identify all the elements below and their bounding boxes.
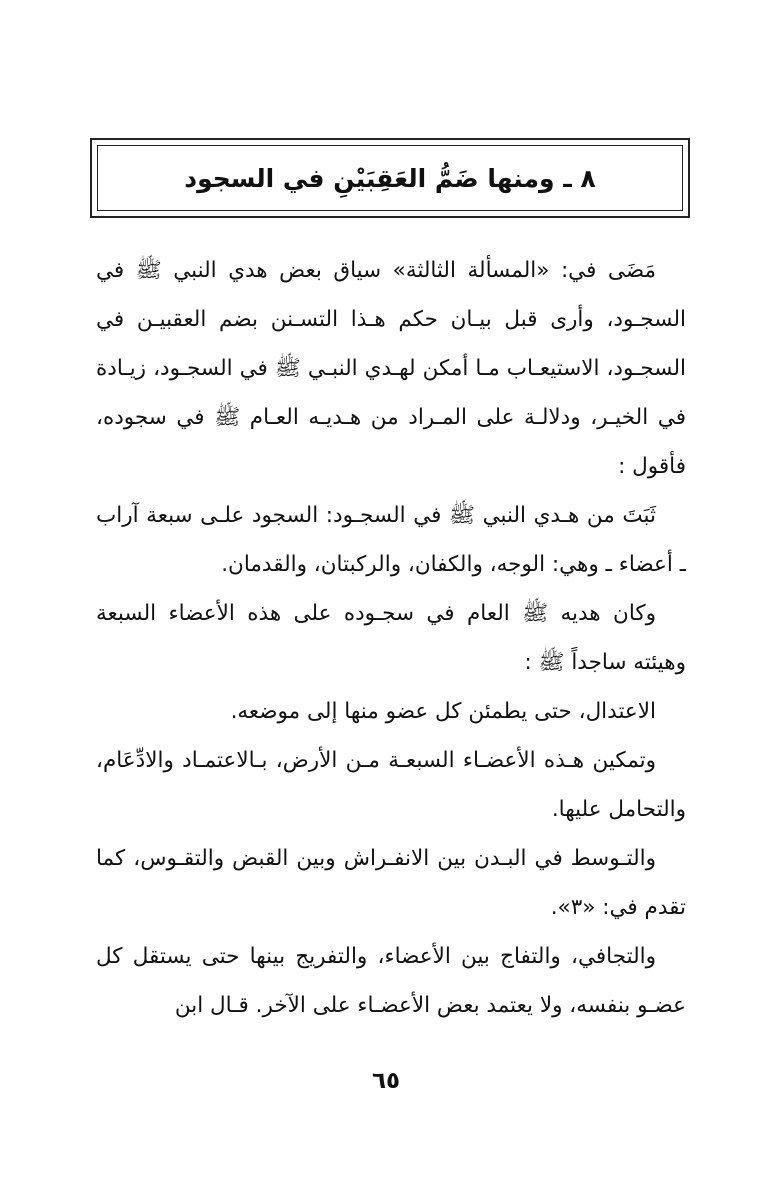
- section-title: ٨ ـ ومنها ضَمُّ العَقِبَيْنِ في السجود: [184, 163, 596, 193]
- page-number: ٦٥: [371, 1068, 401, 1094]
- section-title-frame: [90, 138, 690, 218]
- paragraph-middle-posture: والتـوسط في البـدن بين الانفـراش وبين القبض والتقـوس، كما تقدم في: «٣».: [96, 846, 686, 920]
- paragraph-separation: والتجافي، والتفاج بين الأعضاء، والتفريج بينها حتى يستقل كل عضـو بنفسه، ولا يعتمد بعض الأعضـاء على الآخر. قـال ابن: [96, 944, 686, 1018]
- section-title-inner-frame: [97, 145, 683, 211]
- paragraph-firmness: وتمكين هـذه الأعضـاء السبعـة مـن الأرض، بـالاعتمـاد والادِّعَام، والتحامل عليها.: [96, 748, 686, 822]
- paragraph-moderation: الاعتدال، حتى يطمئن كل عضو منها إلى موضعه.: [230, 699, 656, 724]
- paragraph-general-guidance: وكان هديه ﷺ العام في سجـوده على هذه الأعضاء السبعة وهيئته ساجداً ﷺ :: [96, 601, 686, 675]
- paragraph-seven-limbs: ثَبَتَ من هـدي النبي ﷺ في السجـود: السجود علـى سبعة آراب ـ أعضاء ـ وهي: الوجه، والكفان، والركبتان، والقدمان.: [96, 503, 686, 577]
- paragraph-intro: مَضَى في: «المسألة الثالثة» سياق بعض هدي النبي ﷺ في السجـود، وأرى قبل بيـان حكم هـذا التسـنن بضم العقبيـن في السجـود، الاستيعـاب مـا أمكن لهـدي النبـي ﷺ في السجـود، زيـادة في الخيـر، ودلالـة على المـراد من هـديـه العـام ﷺ في سجوده، فأقول :: [96, 258, 686, 479]
- body-text: [96, 246, 686, 1046]
